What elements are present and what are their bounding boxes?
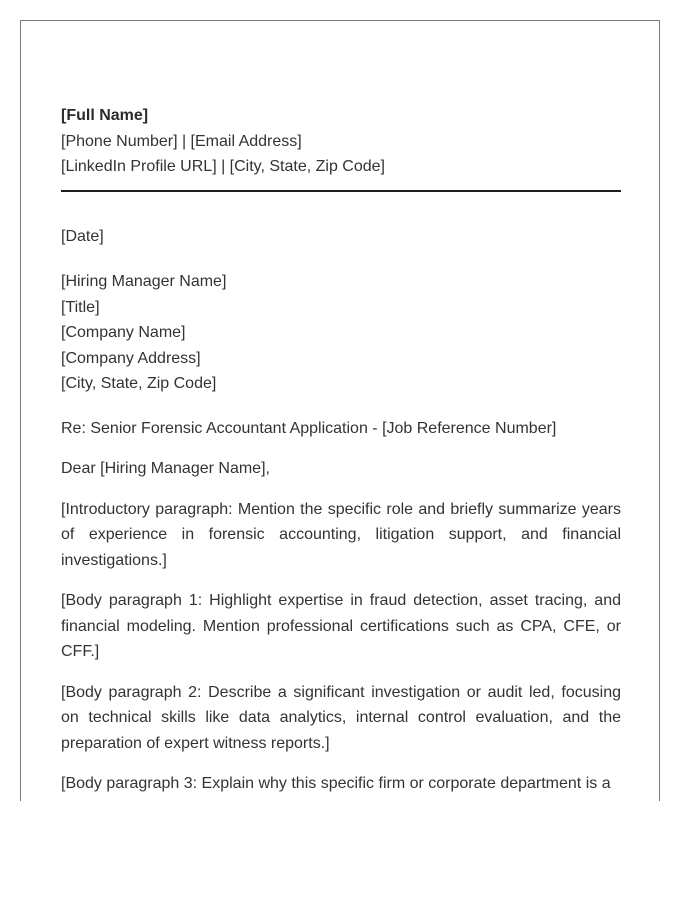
letter-content: [61, 103, 621, 801]
intro-paragraph: [Introductory paragraph: Mention the specific role and briefly summarize years of experience in forensic accounting, litigation support, and financial investigations.]: [61, 500, 621, 569]
recipient-company-address: [Company Address]: [61, 349, 201, 367]
letter-date: [Date]: [61, 227, 104, 245]
recipient-manager-name: [Hiring Manager Name]: [61, 273, 227, 290]
header-divider: [61, 190, 621, 192]
subject-line: Re: Senior Forensic Accountant Application - [Job Reference Number]: [61, 419, 557, 437]
body-paragraph-3: [Body paragraph 3: Explain why this specific firm or corporate department is a: [61, 775, 611, 792]
recipient-company-name: [Company Name]: [61, 324, 186, 341]
salutation: Dear [Hiring Manager Name],: [61, 460, 270, 477]
body-paragraph-2: [Body paragraph 2: Describe a significant investigation or audit led, focusing on technical skills like data analytics, internal control evaluation, and the preparation of expert witness reports.]: [61, 683, 621, 752]
location-line: [LinkedIn Profile URL] | [City, State, Zip Code]: [61, 158, 385, 175]
contact-line: [Phone Number] | [Email Address]: [61, 132, 302, 150]
recipient-city-state-zip: [City, State, Zip Code]: [61, 375, 217, 392]
recipient-block: [61, 269, 621, 397]
document-page: [20, 20, 660, 801]
body-paragraph-1: [Body paragraph 1: Highlight expertise in fraud detection, asset tracing, and financial modeling. Mention professional certifications such as CPA, CFE, or CFF.]: [61, 592, 621, 660]
applicant-name: [Full Name]: [61, 107, 149, 124]
recipient-title: [Title]: [61, 298, 100, 316]
